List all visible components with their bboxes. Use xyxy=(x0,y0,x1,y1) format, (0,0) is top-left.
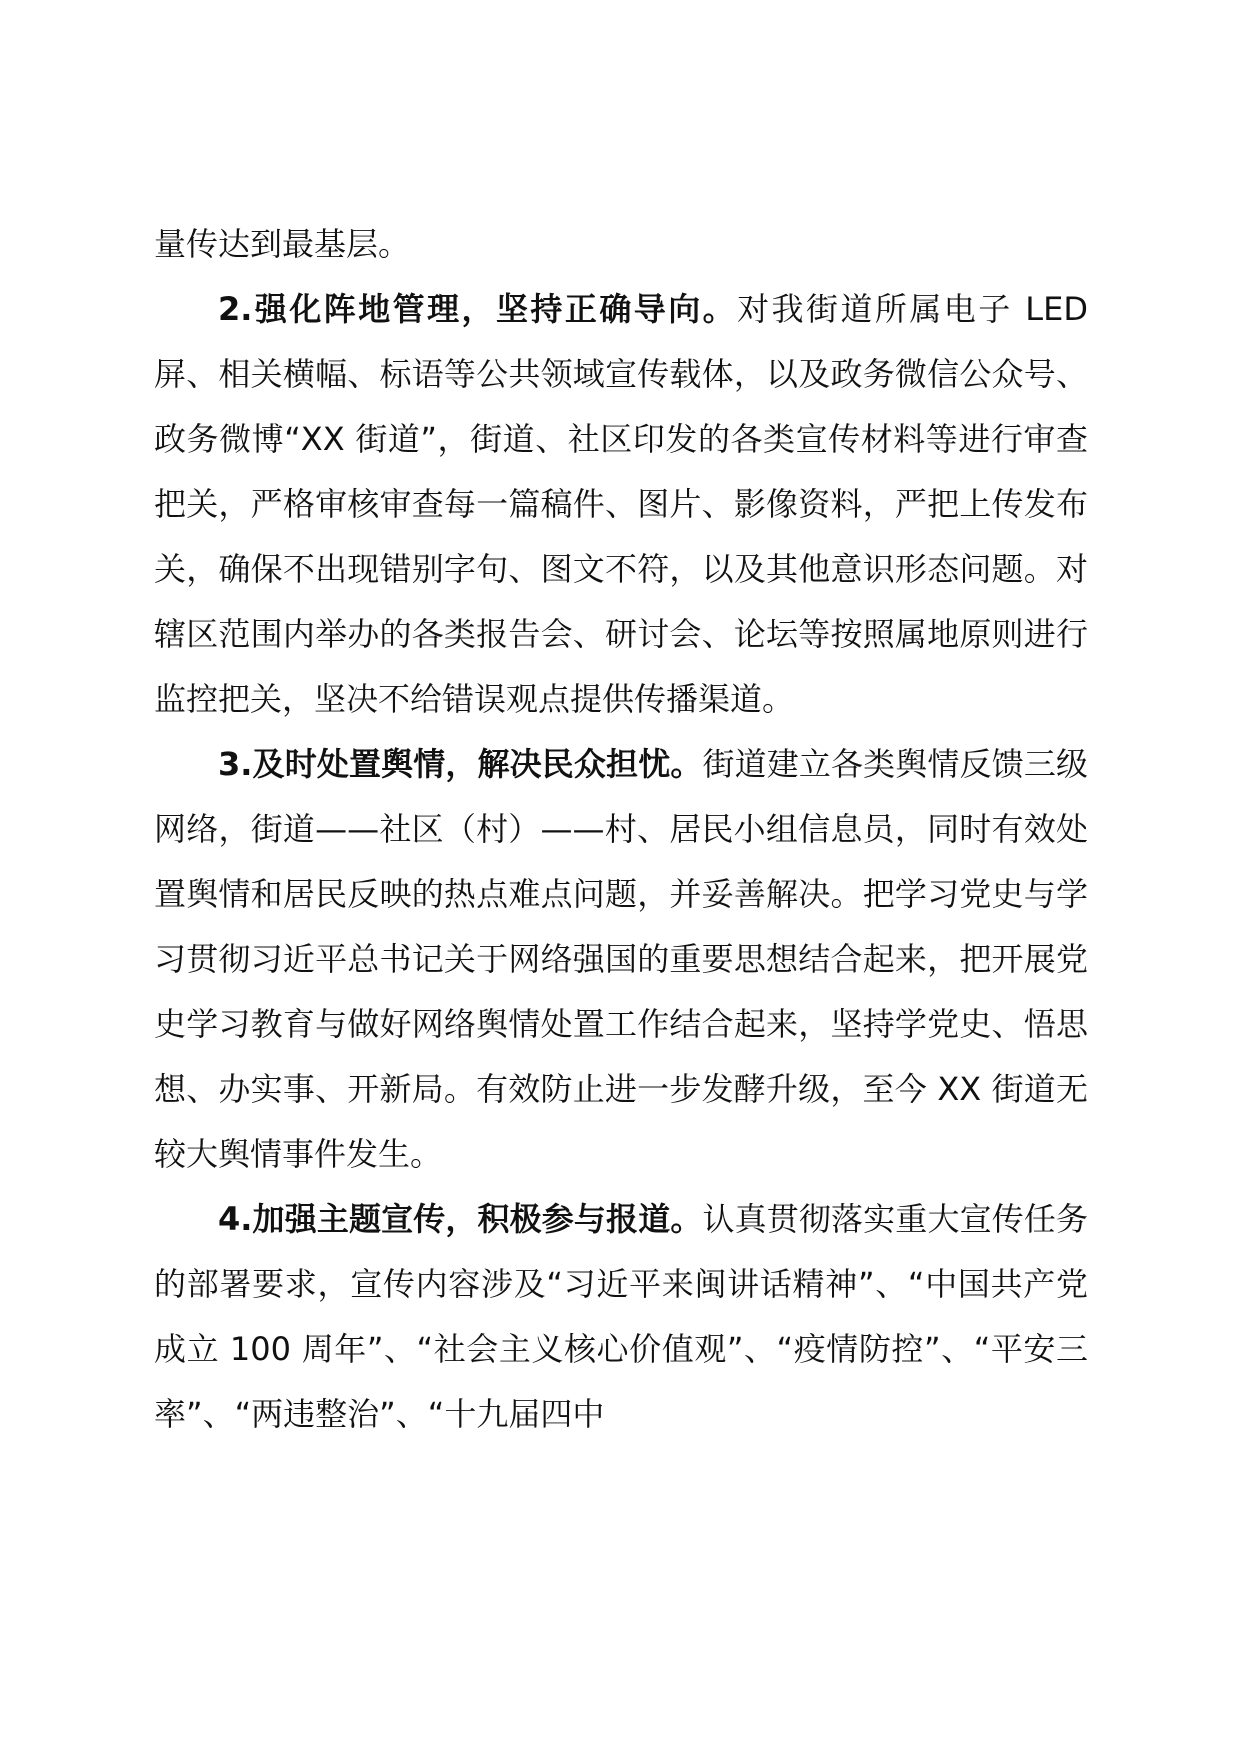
document-page xyxy=(154,212,1088,1447)
paragraph-continuation xyxy=(154,212,1088,277)
paragraph-heading: 2.强化阵地管理，坚持正确导向。 xyxy=(218,290,738,328)
paragraph-text: 认真贯彻落实重大宣传任务的部署要求，宣传内容涉及“习近平来闽讲话精神”、“中国共产党成立 100 周年”、“社会主义核心价值观”、“疫情防控”、“平安三率”、“两违整治”、“十九届四中 xyxy=(154,1200,1088,1433)
paragraph-text: 对我街道所属电子 LED 屏、相关横幅、标语等公共领域宣传载体，以及政务微信公众号、政务微博“XX 街道”，街道、社区印发的各类宣传材料等进行审查把关，严格审核审查每一篇稿件、图片、影像资料，严把上传发布关，确保不出现错别字句、图文不符，以及其他意识形态问题。对辖区范围内举办的各类报告会、研讨会、论坛等按照属地原则进行监控把关，坚决不给错误观点提供传播渠道。 xyxy=(154,290,1088,718)
paragraph-heading: 4.加强主题宣传，积极参与报道。 xyxy=(218,1200,703,1238)
paragraph-heading: 3.及时处置舆情，解决民众担忧。 xyxy=(218,745,703,783)
paragraph-2 xyxy=(154,277,1088,732)
paragraph-3 xyxy=(154,732,1088,1187)
paragraph-4 xyxy=(154,1187,1088,1447)
paragraph-text: 量传达到最基层。 xyxy=(154,225,411,263)
paragraph-text: 街道建立各类舆情反馈三级网络，街道——社区（村）——村、居民小组信息员，同时有效处置舆情和居民反映的热点难点问题，并妥善解决。把学习党史与学习贯彻习近平总书记关于网络强国的重要思想结合起来，把开展党史学习教育与做好网络舆情处置工作结合起来，坚持学党史、悟思想、办实事、开新局。有效防止进一步发酵升级，至今 XX 街道无较大舆情事件发生。 xyxy=(154,745,1088,1173)
